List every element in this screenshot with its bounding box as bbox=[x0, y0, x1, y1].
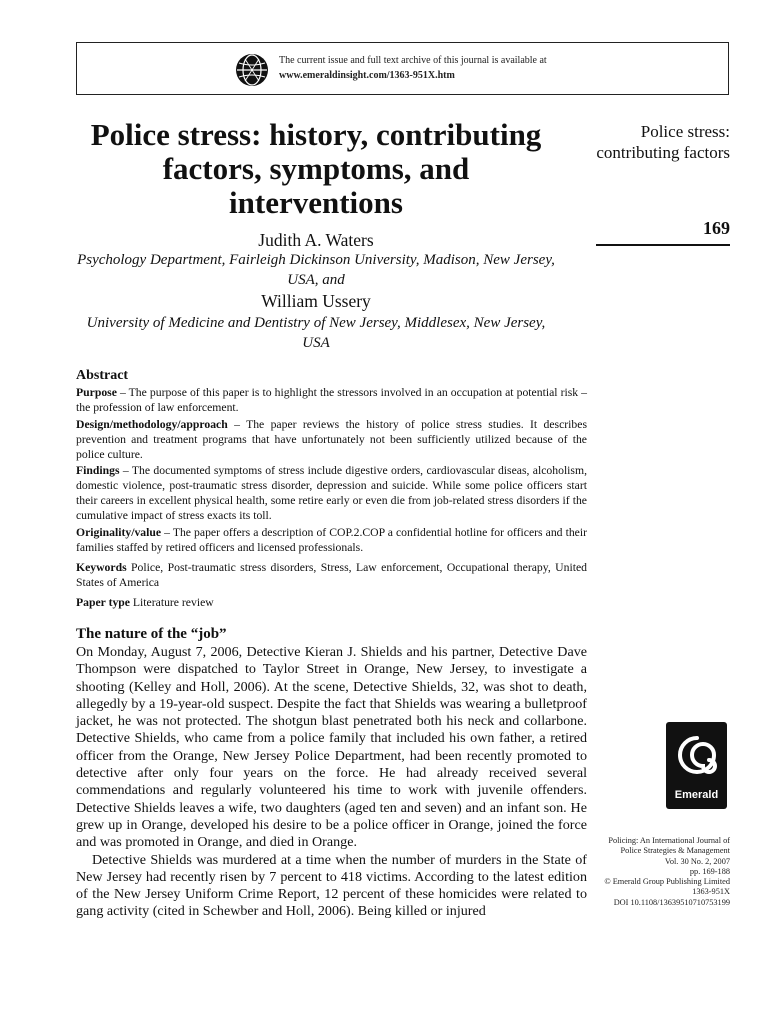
design-label: Design/methodology/approach bbox=[76, 417, 228, 431]
author-name: Judith A. Waters bbox=[258, 230, 374, 250]
author-affiliation: University of Medicine and Dentistry of New Jersey, Middlesex, New Jersey, USA bbox=[86, 315, 546, 351]
abstract-findings bbox=[76, 463, 587, 523]
emerald-swirl-icon bbox=[674, 730, 720, 786]
journal-citation-info bbox=[586, 836, 730, 908]
author-name: William Ussery bbox=[261, 291, 371, 311]
abstract-heading: Abstract bbox=[76, 368, 129, 383]
keywords-label: Keywords bbox=[76, 560, 127, 574]
globe-icon bbox=[235, 53, 269, 87]
emerald-wordmark: Emerald bbox=[674, 789, 719, 801]
abstract-purpose bbox=[76, 385, 587, 415]
journal-info-line: © Emerald Group Publishing Limited bbox=[604, 877, 730, 887]
banner-text bbox=[279, 53, 547, 83]
body-paragraph: Detective Shields was murdered at a time when the number of murders in the State of New Jersey had recently risen by 7 percent to 418 victims. According to the latest edition of the New Jersey Uniform Crime Report, 12 percent of these homicides were related to gang activity (cited in Schewber and Holl, 2006). Being killed or injured bbox=[76, 851, 587, 920]
findings-text: – The documented symptoms of stress include digestive orders, cardiovascular diseas, alcoholism, domestic violence, post-traumatic stress disorder, depression and suicide. While some police officers start their careers in excellent physical health, some retire early or even die from job-related stress disorders if the cumulative impact of stress exacts its toll. bbox=[76, 464, 587, 522]
abstract-originality bbox=[76, 525, 587, 555]
keywords-text: Police, Post-traumatic stress disorders, Stress, Law enforcement, Occupational therapy, United States of America bbox=[76, 560, 587, 589]
design-text: – The paper reviews the history of police stress studies. It describes prevention and treatment programs that have unfortunately not been sufficiently utilized because of the police culture. bbox=[76, 417, 587, 461]
journal-info-line: DOI 10.1108/13639510710753199 bbox=[613, 897, 730, 907]
journal-info-line: Police Strategies & Management bbox=[620, 846, 730, 856]
journal-info-line: Vol. 30 No. 2, 2007 bbox=[664, 856, 730, 866]
purpose-text: – The purpose of this paper is to highlight the stressors involved in an occupation at potential risk – the profession of law enforcement. bbox=[76, 386, 587, 414]
findings-label: Findings bbox=[76, 464, 120, 477]
abstract-design bbox=[76, 417, 587, 462]
page-number: 169 bbox=[703, 218, 730, 238]
originality-label: Originality/value bbox=[76, 525, 162, 539]
purpose-label: Purpose bbox=[76, 386, 117, 399]
author-affiliation: Psychology Department, Fairleigh Dickinson University, Madison, New Jersey, USA, and bbox=[77, 252, 555, 288]
paper-title: Police stress: history, contributing factors, symptoms, and interventions bbox=[90, 117, 542, 220]
abstract-keywords bbox=[76, 560, 587, 590]
section-heading: The nature of the “job” bbox=[76, 626, 227, 642]
journal-availability-banner bbox=[76, 42, 729, 95]
paper-type-text: Literature review bbox=[130, 595, 214, 609]
originality-text: – The paper offers a description of COP.2.COP a confidential hotline for officers and their families staffed by retired officers and licensed professionals. bbox=[76, 525, 587, 554]
banner-availability-text: The current issue and full text archive of this journal is available at bbox=[279, 55, 547, 66]
margin-divider bbox=[596, 244, 730, 246]
abstract-section bbox=[76, 368, 587, 611]
journal-info-line: pp. 169-188 bbox=[689, 866, 730, 876]
journal-info-line: 1363-951X bbox=[692, 887, 730, 897]
paper-type-label: Paper type bbox=[76, 595, 130, 609]
body-text bbox=[76, 644, 587, 921]
body-paragraph: On Monday, August 7, 2006, Detective Kieran J. Shields and his partner, Detective Dave Thompson were dispatched to Taylor Street in Orange, New Jersey, to investigate a shooting (Kelley and Holl, 2006). At the scene, Detective Shields, 32, was shot to death, allegedly by a 19-year-old suspect. Despite the fact that Shields was wearing a bulletproof jacket, he was not protected. The shotgun blast penetrated both his neck and collarbone. Detective Shields, who came from a police family that included his own father, a retired officer from the Orange, New Jersey Police Department, had been recently promoted to detective after only four years on the force. He had already received several commendations and regularly volunteered his time to work with juvenile offenders. Detective Shields leaves a wife, two daughters (aged ten and seven) and an infant son. He grew up in Orange, developed his desire to be a police officer in Orange, joined the force and was promoted in Orange, and died in Orange. bbox=[76, 644, 587, 851]
abstract-paper-type bbox=[76, 595, 587, 610]
journal-info-line: Policing: An International Journal of bbox=[608, 836, 730, 845]
banner-url-link[interactable]: www.emeraldinsight.com/1363-951X.htm bbox=[279, 70, 455, 81]
emerald-logo bbox=[666, 722, 727, 809]
running-head: Police stress: contributing factors bbox=[596, 122, 730, 162]
